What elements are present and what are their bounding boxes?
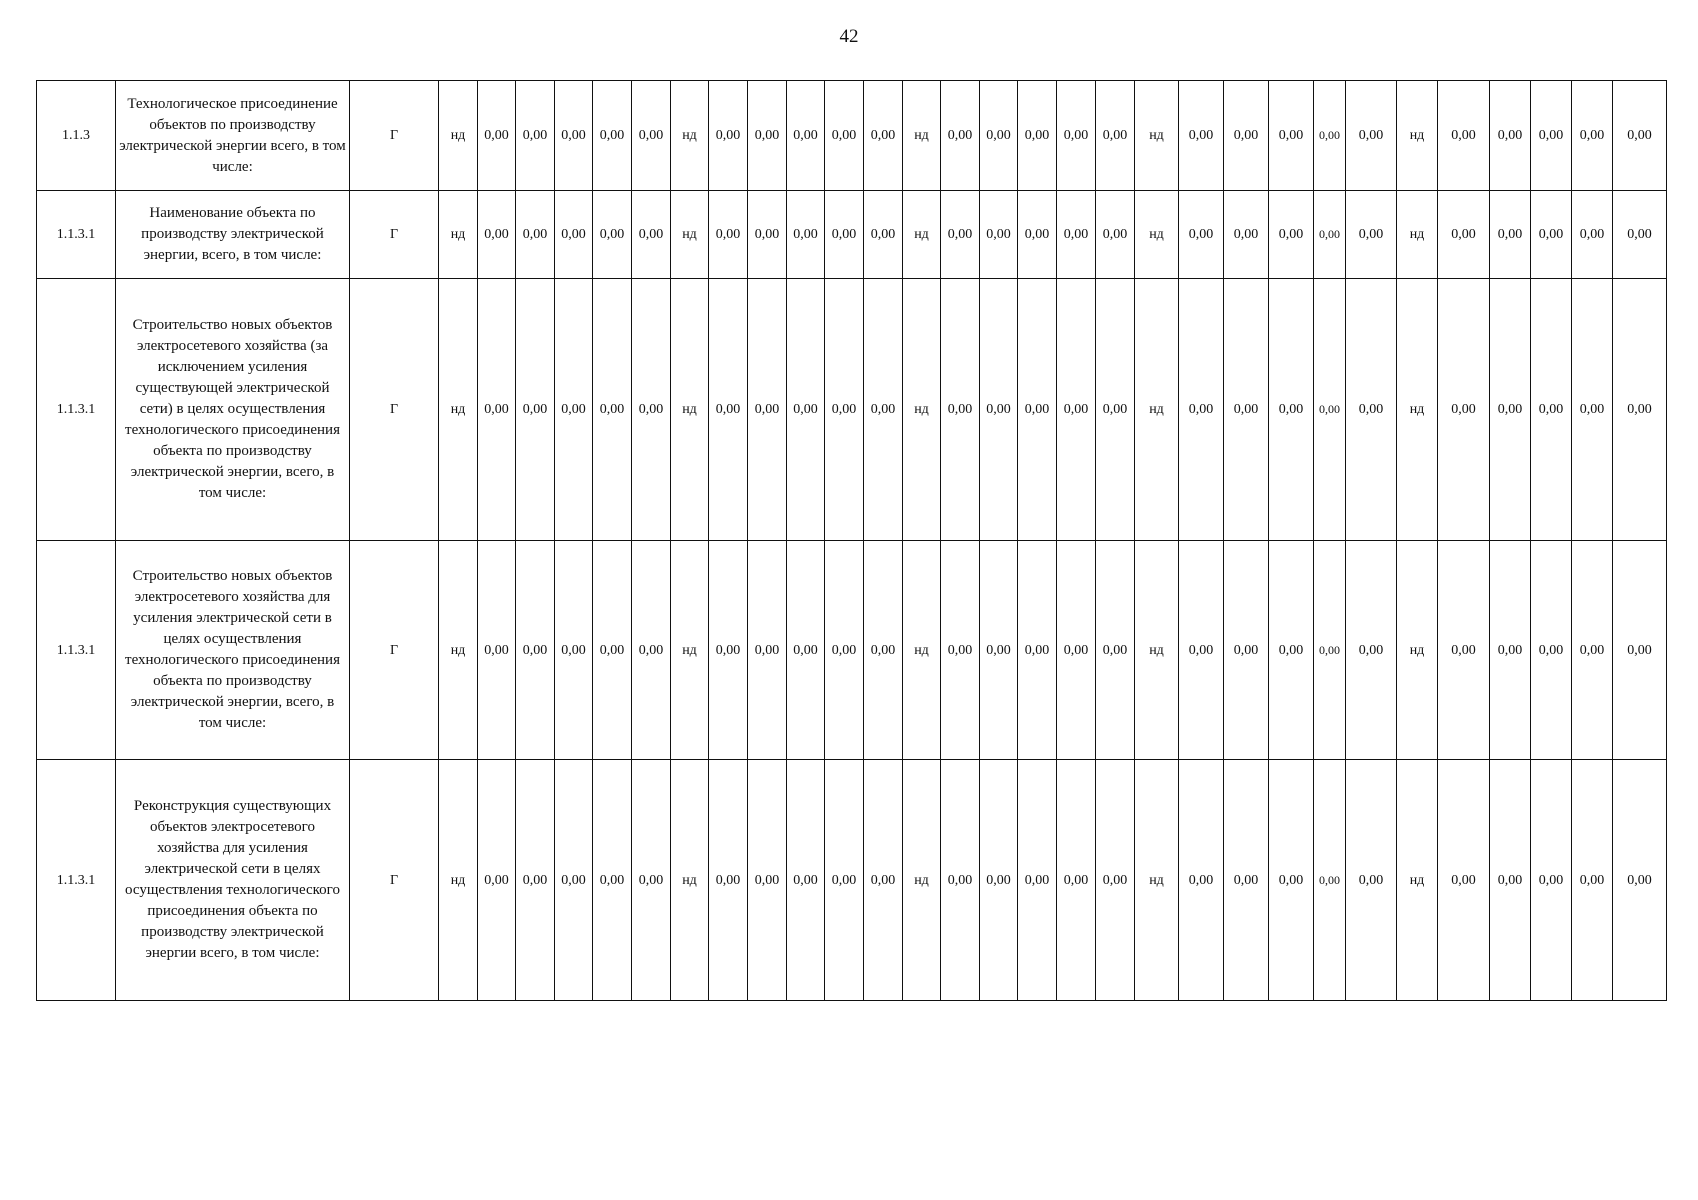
value-cell: 0,00 xyxy=(864,81,903,191)
value-cell: 0,00 xyxy=(748,81,787,191)
table-row xyxy=(37,541,1667,760)
value-cell: 0,00 xyxy=(787,81,825,191)
value-cell: 0,00 xyxy=(825,541,864,760)
nd-cell: нд xyxy=(1135,279,1179,541)
value-cell: 0,00 xyxy=(1490,760,1531,1001)
row-group-cell: Г xyxy=(350,279,439,541)
value-cell: 0,00 xyxy=(825,191,864,279)
value-cell: 0,00 xyxy=(1096,191,1135,279)
value-cell: 0,00 xyxy=(1531,81,1572,191)
value-cell: 0,00 xyxy=(1179,191,1224,279)
value-cell: 0,00 xyxy=(1018,541,1057,760)
value-cell: 0,00 xyxy=(478,541,516,760)
value-cell: 0,00 xyxy=(1531,279,1572,541)
nd-cell: нд xyxy=(1397,760,1438,1001)
value-cell: 0,00 xyxy=(516,279,555,541)
value-cell: 0,00 xyxy=(864,279,903,541)
value-cell: 0,00 xyxy=(1179,81,1224,191)
value-cell: 0,00 xyxy=(941,279,980,541)
value-cell: 0,00 xyxy=(864,541,903,760)
value-cell: 0,00 xyxy=(1224,279,1269,541)
value-cell: 0,00 xyxy=(1224,760,1269,1001)
nd-cell: нд xyxy=(439,279,478,541)
value-cell: 0,00 xyxy=(1096,279,1135,541)
value-cell: 0,00 xyxy=(748,191,787,279)
value-cell: 0,00 xyxy=(748,279,787,541)
value-cell: 0,00 xyxy=(980,81,1018,191)
value-cell: 0,00 xyxy=(1314,760,1346,1001)
nd-cell: нд xyxy=(1135,541,1179,760)
nd-cell: нд xyxy=(903,541,941,760)
value-cell: 0,00 xyxy=(1269,81,1314,191)
value-cell: 0,00 xyxy=(478,191,516,279)
value-cell: 0,00 xyxy=(1572,541,1613,760)
value-cell: 0,00 xyxy=(555,81,593,191)
row-group-cell: Г xyxy=(350,191,439,279)
value-cell: 0,00 xyxy=(555,191,593,279)
value-cell: 0,00 xyxy=(516,81,555,191)
value-cell: 0,00 xyxy=(478,760,516,1001)
value-cell: 0,00 xyxy=(1613,81,1667,191)
value-cell: 0,00 xyxy=(1572,81,1613,191)
value-cell: 0,00 xyxy=(1346,760,1397,1001)
row-group-cell: Г xyxy=(350,760,439,1001)
value-cell: 0,00 xyxy=(1346,81,1397,191)
value-cell: 0,00 xyxy=(1269,191,1314,279)
value-cell: 0,00 xyxy=(1531,541,1572,760)
nd-cell: нд xyxy=(1397,541,1438,760)
nd-cell: нд xyxy=(1397,191,1438,279)
nd-cell: нд xyxy=(903,279,941,541)
nd-cell: нд xyxy=(903,81,941,191)
value-cell: 0,00 xyxy=(1018,81,1057,191)
value-cell: 0,00 xyxy=(1572,191,1613,279)
value-cell: 0,00 xyxy=(1531,191,1572,279)
value-cell: 0,00 xyxy=(593,541,632,760)
nd-cell: нд xyxy=(671,760,709,1001)
value-cell: 0,00 xyxy=(516,541,555,760)
value-cell: 0,00 xyxy=(1096,760,1135,1001)
row-name-cell: Реконструкция существующих объектов электросетевого хозяйства для усиления электрической сети в целях осуществления технологического присоединения объекта по производству электрической энергии всего, в том числе: xyxy=(116,760,350,1001)
nd-cell: нд xyxy=(671,191,709,279)
value-cell: 0,00 xyxy=(980,279,1018,541)
value-cell: 0,00 xyxy=(1613,760,1667,1001)
value-cell: 0,00 xyxy=(1490,191,1531,279)
value-cell: 0,00 xyxy=(1314,81,1346,191)
value-cell: 0,00 xyxy=(1490,541,1531,760)
value-cell: 0,00 xyxy=(1179,541,1224,760)
nd-cell: нд xyxy=(1135,760,1179,1001)
value-cell: 0,00 xyxy=(1096,81,1135,191)
value-cell: 0,00 xyxy=(632,191,671,279)
value-cell: 0,00 xyxy=(478,279,516,541)
value-cell: 0,00 xyxy=(1572,760,1613,1001)
value-cell: 0,00 xyxy=(825,279,864,541)
value-cell: 0,00 xyxy=(748,541,787,760)
value-cell: 0,00 xyxy=(748,760,787,1001)
value-cell: 0,00 xyxy=(864,760,903,1001)
value-cell: 0,00 xyxy=(787,541,825,760)
value-cell: 0,00 xyxy=(1314,191,1346,279)
nd-cell: нд xyxy=(903,191,941,279)
value-cell: 0,00 xyxy=(1057,541,1096,760)
value-cell: 0,00 xyxy=(941,81,980,191)
row-code-cell: 1.1.3 xyxy=(37,81,116,191)
value-cell: 0,00 xyxy=(1057,81,1096,191)
value-cell: 0,00 xyxy=(1057,191,1096,279)
value-cell: 0,00 xyxy=(709,541,748,760)
nd-cell: нд xyxy=(671,541,709,760)
value-cell: 0,00 xyxy=(1438,541,1490,760)
value-cell: 0,00 xyxy=(1346,191,1397,279)
value-cell: 0,00 xyxy=(1613,279,1667,541)
row-name-cell: Строительство новых объектов электросетевого хозяйства (за исключением усиления существующей электрической сети) в целях осуществления технологического присоединения объекта по производству электрической энергии, всего, в том числе: xyxy=(116,279,350,541)
nd-cell: нд xyxy=(671,81,709,191)
row-group-cell: Г xyxy=(350,541,439,760)
value-cell: 0,00 xyxy=(709,81,748,191)
value-cell: 0,00 xyxy=(1438,760,1490,1001)
row-name-cell: Строительство новых объектов электросетевого хозяйства для усиления электрической сети в целях осуществления технологического присоединения объекта по производству электрической энергии, всего, в том числе: xyxy=(116,541,350,760)
nd-cell: нд xyxy=(1397,279,1438,541)
value-cell: 0,00 xyxy=(825,760,864,1001)
value-cell: 0,00 xyxy=(787,191,825,279)
value-cell: 0,00 xyxy=(1224,541,1269,760)
value-cell: 0,00 xyxy=(1438,279,1490,541)
row-code-cell: 1.1.3.1 xyxy=(37,279,116,541)
value-cell: 0,00 xyxy=(787,279,825,541)
row-group-cell: Г xyxy=(350,81,439,191)
value-cell: 0,00 xyxy=(1179,760,1224,1001)
table-row xyxy=(37,760,1667,1001)
value-cell: 0,00 xyxy=(980,760,1018,1001)
value-cell: 0,00 xyxy=(941,541,980,760)
value-cell: 0,00 xyxy=(709,760,748,1001)
value-cell: 0,00 xyxy=(1018,279,1057,541)
value-cell: 0,00 xyxy=(516,760,555,1001)
value-cell: 0,00 xyxy=(1613,191,1667,279)
value-cell: 0,00 xyxy=(632,279,671,541)
value-cell: 0,00 xyxy=(1096,541,1135,760)
value-cell: 0,00 xyxy=(864,191,903,279)
nd-cell: нд xyxy=(439,760,478,1001)
value-cell: 0,00 xyxy=(709,279,748,541)
value-cell: 0,00 xyxy=(632,760,671,1001)
value-cell: 0,00 xyxy=(1314,541,1346,760)
value-cell: 0,00 xyxy=(555,279,593,541)
value-cell: 0,00 xyxy=(1438,81,1490,191)
value-cell: 0,00 xyxy=(1057,760,1096,1001)
value-cell: 0,00 xyxy=(941,191,980,279)
value-cell: 0,00 xyxy=(980,541,1018,760)
row-name-cell: Технологическое присоединение объектов по производству электрической энергии всего, в том числе: xyxy=(116,81,350,191)
value-cell: 0,00 xyxy=(1179,279,1224,541)
value-cell: 0,00 xyxy=(1314,279,1346,541)
value-cell: 0,00 xyxy=(1490,81,1531,191)
page-number: 42 xyxy=(839,26,859,47)
row-code-cell: 1.1.3.1 xyxy=(37,191,116,279)
value-cell: 0,00 xyxy=(1224,81,1269,191)
value-cell: 0,00 xyxy=(1269,279,1314,541)
value-cell: 0,00 xyxy=(1490,279,1531,541)
value-cell: 0,00 xyxy=(1018,760,1057,1001)
value-cell: 0,00 xyxy=(593,191,632,279)
value-cell: 0,00 xyxy=(1269,760,1314,1001)
value-cell: 0,00 xyxy=(1269,541,1314,760)
value-cell: 0,00 xyxy=(1572,279,1613,541)
value-cell: 0,00 xyxy=(1346,279,1397,541)
value-cell: 0,00 xyxy=(632,541,671,760)
nd-cell: нд xyxy=(903,760,941,1001)
value-cell: 0,00 xyxy=(941,760,980,1001)
value-cell: 0,00 xyxy=(1438,191,1490,279)
data-table xyxy=(36,80,1667,1001)
value-cell: 0,00 xyxy=(593,81,632,191)
value-cell: 0,00 xyxy=(593,760,632,1001)
table-row xyxy=(37,191,1667,279)
value-cell: 0,00 xyxy=(1057,279,1096,541)
row-name-cell: Наименование объекта по производству электрической энергии, всего, в том числе: xyxy=(116,191,350,279)
value-cell: 0,00 xyxy=(632,81,671,191)
value-cell: 0,00 xyxy=(1224,191,1269,279)
value-cell: 0,00 xyxy=(825,81,864,191)
value-cell: 0,00 xyxy=(555,760,593,1001)
nd-cell: нд xyxy=(439,81,478,191)
nd-cell: нд xyxy=(439,191,478,279)
value-cell: 0,00 xyxy=(516,191,555,279)
value-cell: 0,00 xyxy=(593,279,632,541)
value-cell: 0,00 xyxy=(1346,541,1397,760)
table-row xyxy=(37,81,1667,191)
row-code-cell: 1.1.3.1 xyxy=(37,760,116,1001)
value-cell: 0,00 xyxy=(478,81,516,191)
row-code-cell: 1.1.3.1 xyxy=(37,541,116,760)
value-cell: 0,00 xyxy=(1018,191,1057,279)
value-cell: 0,00 xyxy=(1531,760,1572,1001)
value-cell: 0,00 xyxy=(787,760,825,1001)
value-cell: 0,00 xyxy=(555,541,593,760)
nd-cell: нд xyxy=(671,279,709,541)
value-cell: 0,00 xyxy=(709,191,748,279)
value-cell: 0,00 xyxy=(980,191,1018,279)
nd-cell: нд xyxy=(439,541,478,760)
nd-cell: нд xyxy=(1397,81,1438,191)
nd-cell: нд xyxy=(1135,81,1179,191)
table-row xyxy=(37,279,1667,541)
nd-cell: нд xyxy=(1135,191,1179,279)
value-cell: 0,00 xyxy=(1613,541,1667,760)
